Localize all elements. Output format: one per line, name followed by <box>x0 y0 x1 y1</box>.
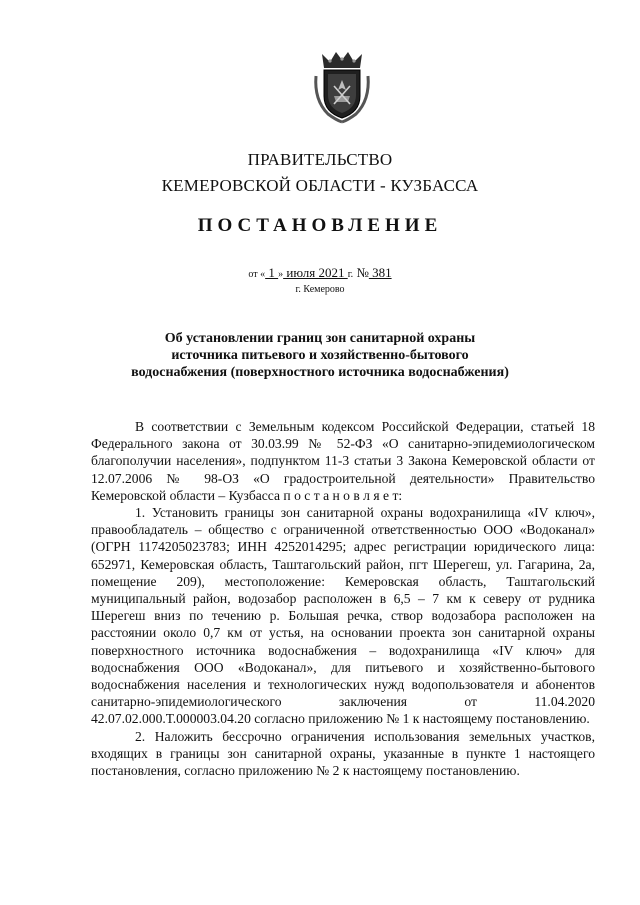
clause-2-paragraph: 2. Наложить бессрочно ограничения использования земельных участков, входящих в границы зон санитарной охраны, указанные в пункте 1 настоящего постановления, согласно приложению № 2 к настоящему постановлению. <box>91 728 595 779</box>
date-prefix: от « <box>248 269 266 280</box>
document-type: ПОСТАНОВЛЕНИЕ <box>197 215 443 236</box>
date-month-year: июля 2021 <box>283 265 348 280</box>
year-suffix: г. <box>347 269 354 280</box>
coat-of-arms-icon <box>312 48 372 126</box>
title-line1: Об установлении границ зон санитарной охраны <box>164 331 476 346</box>
document-title <box>0 330 640 381</box>
document-body <box>91 418 595 779</box>
number-prefix: № <box>356 265 369 280</box>
date-line <box>0 265 640 281</box>
date-mid: » <box>278 269 284 280</box>
title-line2: источника питьевого и хозяйственно-бытового <box>171 348 469 363</box>
government-name-line2: КЕМЕРОВСКОЙ ОБЛАСТИ - КУЗБАССА <box>161 176 479 195</box>
document-number: 381 <box>368 265 392 280</box>
clause-1-paragraph: 1. Установить границы зон санитарной охраны водохранилища «IV ключ», правообладатель – общество с ограниченной ответственностью ООО «Водоканал» (ОГРН 1174205023783; ИНН 4252014295; адрес регистрации юридического лица: 652971, Кемеровская область, Таштагольский район, пгт Шерегеш, ул. Гагарина, 2а, помещение 209), местоположение: Кемеровская область, Таштагольский муниципальный район, водозабор расположен в 6,5 – 7 км к северу от рудника Шерегеш вниз по течению р. Большая речка, створ водозабора расположен на расстоянии около 0,7 км от устья, на основании проекта зон санитарной охраны поверхностного источника водоснабжения – водохранилища «IV ключ» для водоснабжения ООО «Водоканал», для питьевого и хозяйственно-бытового водоснабжения населения и технологических нужд водопользователя и абонентов санитарно-эпидемиологического заключения от 11.04.2020 42.07.02.000.Т.000003.04.20 согласно приложению № 1 к настоящему постановлению. <box>91 505 595 727</box>
title-line3: водоснабжения (поверхностного источника водоснабжения) <box>131 365 509 380</box>
date-day: 1 <box>265 265 279 280</box>
preamble-paragraph: В соответствии с Земельным кодексом Российской Федерации, статьей 18 Федерального закона от 30.03.99 № 52-ФЗ «О санитарно-эпидемиологическом благополучии населения», подпунктом 11-3 статьи 3 Закона Кемеровской области от 12.07.2006 № 98-ОЗ «О градостроительной деятельности» Правительство Кемеровской области – Кузбасса п о с т а н о в л я е т: <box>91 419 595 503</box>
government-name-line1: ПРАВИТЕЛЬСТВО <box>247 150 393 169</box>
city: г. Кемерово <box>295 284 345 295</box>
